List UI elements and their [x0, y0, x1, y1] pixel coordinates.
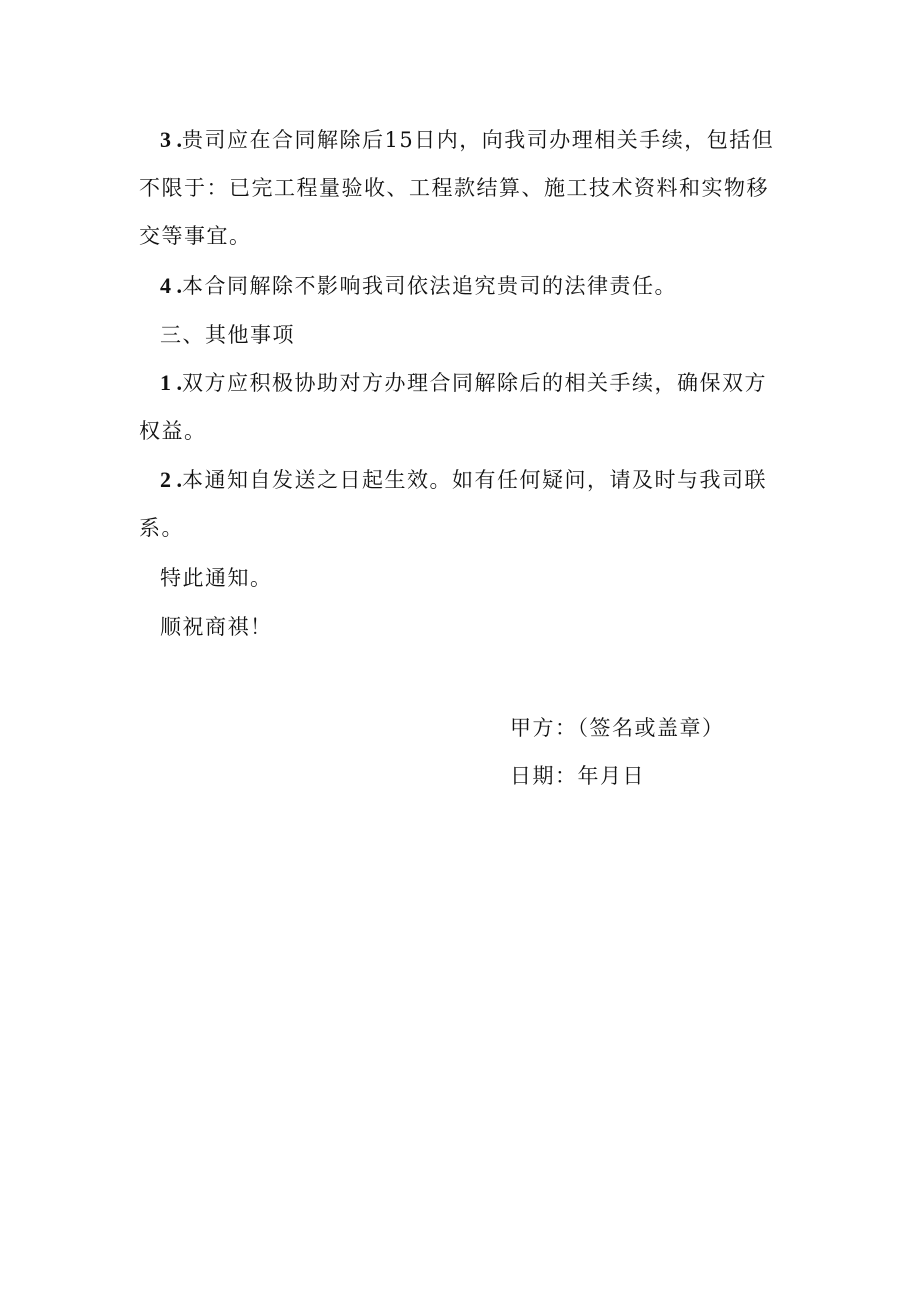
section-3-item-1-text: 双方应积极协助对方办理合同解除后的相关手续，确保双方权益。 — [139, 371, 767, 443]
item-4-number: 4 — [160, 273, 171, 298]
section-3-item-2-paragraph — [139, 456, 784, 552]
item-3-paragraph — [139, 116, 784, 260]
section-3-item-2-number: 2 — [160, 467, 171, 492]
item-4-text: 本合同解除不影响我司依法追究贵司的法律责任。 — [182, 274, 677, 298]
signature-date: 日期：年月日 — [510, 764, 645, 788]
section-3-item-1-dot: . — [171, 370, 182, 395]
closing-regards: 顺祝商祺！ — [160, 615, 273, 639]
item-4-paragraph — [139, 262, 784, 310]
signature-party: 甲方：（签名或盖章） — [510, 716, 725, 740]
item-3-dot: . — [171, 127, 182, 152]
section-3-item-2-text: 本通知自发送之日起生效。如有任何疑问，请及时与我司联系。 — [139, 468, 767, 540]
item-3-number: 3 — [160, 127, 171, 152]
closing-notice: 特此通知。 — [160, 566, 273, 590]
section-3-item-1-number: 1 — [160, 370, 171, 395]
section-3-heading: 三、其他事项 — [160, 323, 295, 347]
section-3-item-1-paragraph — [139, 359, 784, 455]
section-3-item-2-dot: . — [171, 467, 182, 492]
item-3-text: 贵司应在合同解除后15日内，向我司办理相关手续，包括但不限于：已完工程量验收、工程款结算、施工技术资料和实物移交等事宜。 — [139, 128, 775, 248]
item-4-dot: . — [171, 273, 182, 298]
